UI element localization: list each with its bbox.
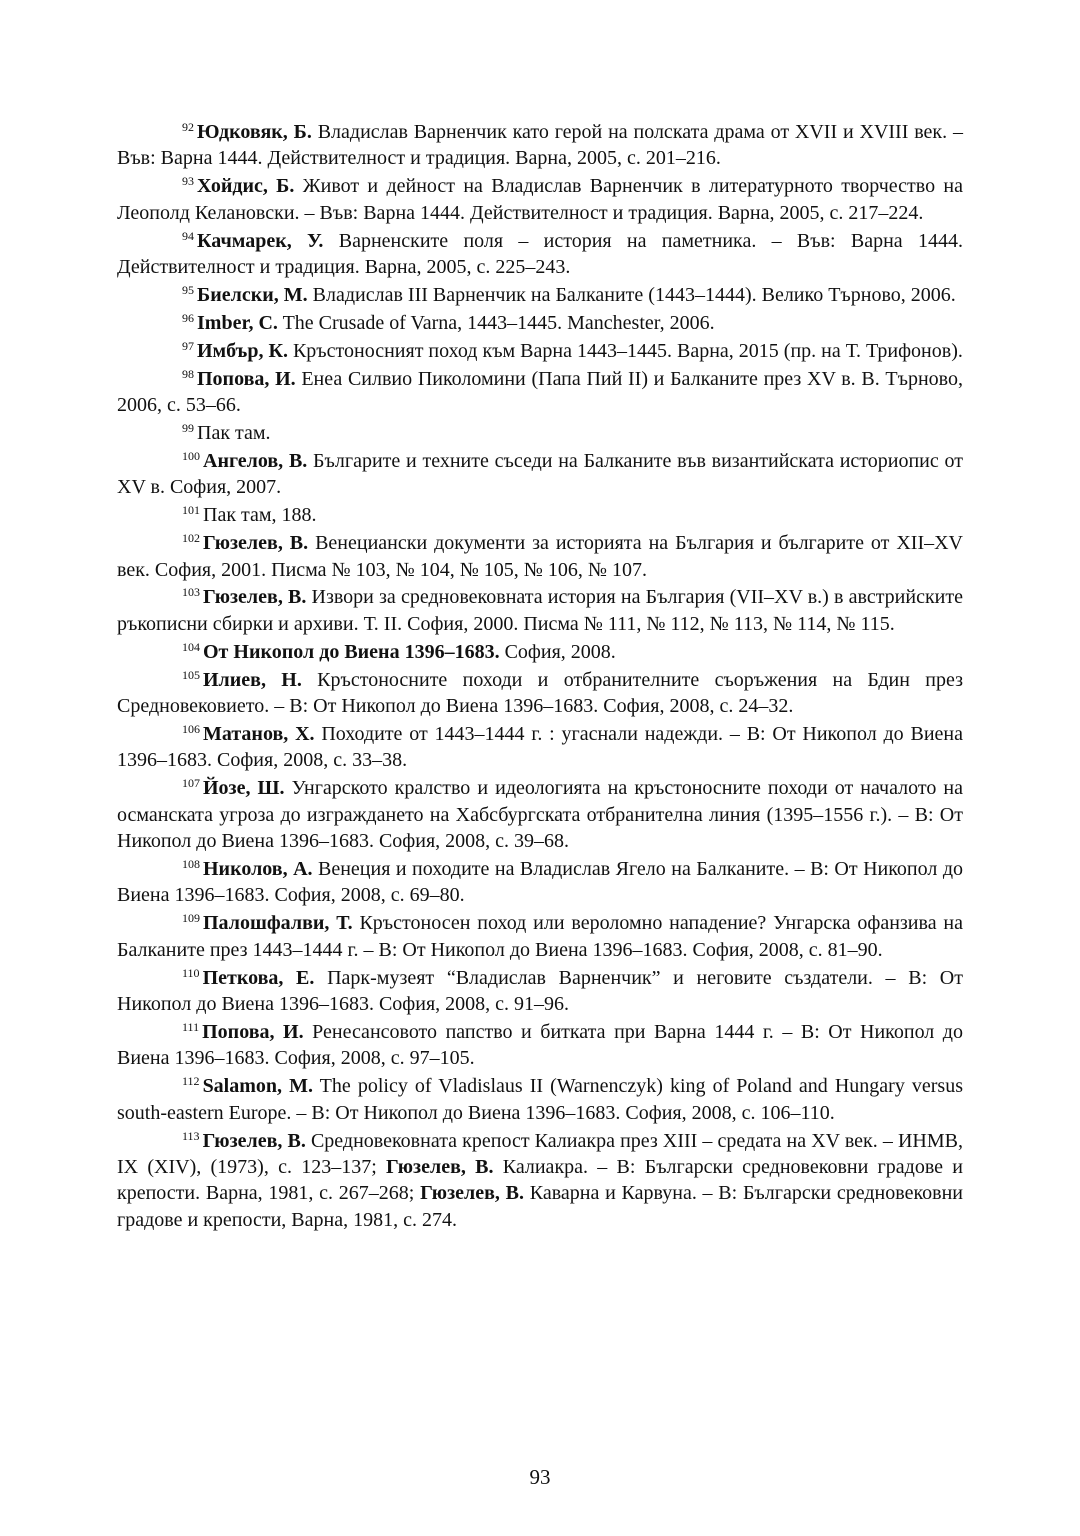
footnote [117, 310, 963, 336]
footnote-text: Българите и техните съседи на Балканите във византийската историопис от XV в. София, 2007. [117, 449, 963, 499]
footnote-author: Николов, А. [203, 857, 313, 880]
footnote [117, 338, 963, 364]
footnote [117, 856, 963, 909]
footnote-author: Попова, И. [197, 367, 296, 390]
footnote [117, 228, 963, 281]
footnote-text: Парк-музеят “Владислав Варненчик” и неговите създатели. – В: От Никопол до Виена 1396–1683. София, 2008, с. 91–96. [117, 966, 963, 1015]
footnote-number: 109 [182, 911, 200, 926]
footnote-author: Хойдис, Б. [197, 175, 295, 198]
footnote-author: Илиев, Н. [203, 668, 302, 691]
footnote-author: От Никопол до Виена 1396–1683. [203, 640, 500, 663]
footnote [117, 965, 963, 1018]
footnote-author: Биелски, М. [197, 283, 308, 306]
footnote-number: 93 [182, 174, 194, 189]
footnote-text: Живот и дейност на Владислав Варненчик в литературното творчество на Леополд Келановски. – Във: Варна 1444. Действителност и традиция. Варна, 2005, с. 217–224. [117, 175, 963, 224]
footnote-text: Пак там, 188. [203, 504, 317, 527]
footnote-text: София, 2008. [499, 640, 616, 663]
footnote-number: 100 [182, 448, 200, 463]
footnote [117, 530, 963, 583]
footnote-number: 107 [182, 776, 200, 791]
footnote-text: Енеа Силвио Пиколомини (Папа Пий II) и Балканите през XV в. В. Търново, 2006, с. 53–66. [117, 367, 963, 417]
footnote-text: Венециански документи за историята на България и българите от XII–XV век. София, 2001. Писма № 103, № 104, № 105, № 106, № 107. [117, 532, 963, 581]
footnote [117, 667, 963, 720]
footnote-text: Походите от 1443–1444 г. : угаснали надежди. – В: От Никопол до Виена 1396–1683. София, 2008, с. 33–38. [117, 722, 963, 772]
footnote-number: 101 [182, 503, 200, 518]
footnote [117, 1019, 963, 1072]
footnote [117, 1073, 963, 1126]
footnote-text: Венеция и походите на Владислав Ягело на Балканите. – В: От Никопол до Виена 1396–1683. София, 2008, с. 69–80. [117, 857, 963, 907]
footnote [117, 584, 963, 637]
footnote-author: Гюзелев, В. [386, 1155, 494, 1178]
footnote-text: Средновековната крепост Калиакра през XIII – средата на XV век. – ИНМВ, IX (XIV), (1973), с. 123–137; [117, 1129, 963, 1178]
footnote-author: Юдковяк, Б. [197, 121, 312, 143]
footnote-number: 104 [182, 639, 200, 654]
footnote-number: 99 [182, 420, 194, 435]
footnote-text: Унгарското кралство и идеологията на кръстоносните походи от началото на османската угроза до изграждането на Хабсбургската отбранителна линия (1395–1556 г.). – В: От Никопол до Виена 1396–1683. София, 2008, с. 39–68. [117, 777, 963, 853]
footnote-author: Йозе, Ш. [203, 777, 285, 800]
footnote [117, 775, 963, 854]
footnote-number: 103 [182, 585, 200, 600]
footnote-author: Imber, C. [197, 311, 278, 334]
footnote-number: 110 [182, 965, 200, 980]
footnote-author: Матанов, Х. [203, 722, 315, 745]
footnotes-list [117, 119, 963, 1235]
footnote-text: Кръстоносният поход към Варна 1443–1445. Варна, 2015 (пр. на Т. Трифонов). [287, 339, 963, 362]
footnote-number: 94 [182, 228, 194, 243]
footnote [117, 721, 963, 774]
footnote [117, 119, 963, 172]
footnote-number: 106 [182, 721, 200, 736]
footnote-author: Гюзелев, В. [203, 586, 307, 609]
footnote [117, 639, 963, 665]
footnote-text: Кръстоносен поход или вероломно нападение? Унгарска офанзива на Балканите през 1443–1444 г. – В: От Никопол до Виена 1396–1683. София, 2008, с. 81–90. [117, 912, 964, 961]
footnote-text: The policy of Vladislaus II (Warnenczyk) king of Poland and Hungary versus south-eastern Europe. – В: От Никопол до Виена 1396–1683. София, 2008, с. 106–110. [117, 1075, 963, 1124]
footnote-author: Гюзелев, В. [420, 1182, 524, 1205]
footnote-author: Петкова, Е. [202, 966, 315, 989]
footnote-text: Варненските поля – история на паметника. – Във: Варна 1444. Действителност и традиция. Варна, 2005, с. 225–243. [117, 229, 963, 279]
footnote [117, 502, 963, 528]
footnote-author: Гюзелев, В. [202, 1129, 306, 1152]
footnote-number: 97 [182, 338, 194, 353]
footnote [117, 420, 963, 446]
footnote [117, 910, 963, 963]
footnote [117, 448, 963, 501]
footnote [117, 282, 963, 308]
footnote-number: 108 [182, 856, 200, 871]
footnote [117, 173, 963, 226]
footnote-number: 92 [182, 120, 194, 134]
footnote-number: 113 [182, 1128, 200, 1143]
footnote-number: 112 [182, 1074, 200, 1089]
footnote-text: The Crusade of Varna, 1443–1445. Manchester, 2006. [277, 311, 715, 334]
footnote-author: Палошфалви, Т. [203, 912, 353, 935]
footnote-text: Владислав Варненчик като герой на полската драма от XVII и XVIII век. – Във: Варна 1444. Действителност и традиция. Варна, 2005, с. 201–216. [117, 121, 963, 170]
footnote-number: 98 [182, 366, 194, 381]
footnote-number: 96 [182, 310, 194, 325]
footnote [117, 366, 963, 419]
footnote-number: 111 [182, 1019, 200, 1034]
footnote-text: Кръстоносните походи и отбранителните съоръжения на Бдин през Средновековието. – В: От Никопол до Виена 1396–1683. София, 2008, с. 24–32. [117, 668, 963, 718]
footnote-number: 105 [182, 667, 200, 682]
footnote [117, 1128, 963, 1234]
footnote-author: Попова, И. [202, 1020, 304, 1043]
footnote-text: Калиакра. – В: Български средновековни градове и крепости. Варна, 1981, с. 267–268; [117, 1155, 963, 1205]
footnote-author: Качмарек, У. [197, 229, 324, 252]
footnote-author: Salamon, M. [202, 1075, 313, 1098]
footnote-text: Владислав III Варненчик на Балканите (1443–1444). Велико Търново, 2006. [307, 283, 956, 306]
page-number: 93 [529, 1465, 551, 1489]
footnote-author: Гюзелев, В. [203, 532, 309, 555]
footnote-text: Ренесансовото папство и битката при Варна 1444 г. – В: От Никопол до Виена 1396–1683. София, 2008, с. 97–105. [117, 1020, 963, 1070]
footnote-text: Каварна и Карвуна. – В: Български средновековни градове и крепости, Варна, 1981, с. 274. [117, 1182, 963, 1231]
footnote-author: Имбър, К. [197, 339, 288, 362]
footnote-number: 102 [182, 531, 200, 546]
footnote-author: Ангелов, В. [203, 449, 308, 472]
footnote-text: Пак там. [197, 421, 271, 444]
footnote-text: Извори за средновековната история на България (VII–XV в.) в австрийските ръкописни сбирки и архиви. Т. II. София, 2000. Писма № 111, № 112, № 113, № 114, № 115. [117, 586, 964, 635]
footnote-number: 95 [182, 282, 194, 297]
